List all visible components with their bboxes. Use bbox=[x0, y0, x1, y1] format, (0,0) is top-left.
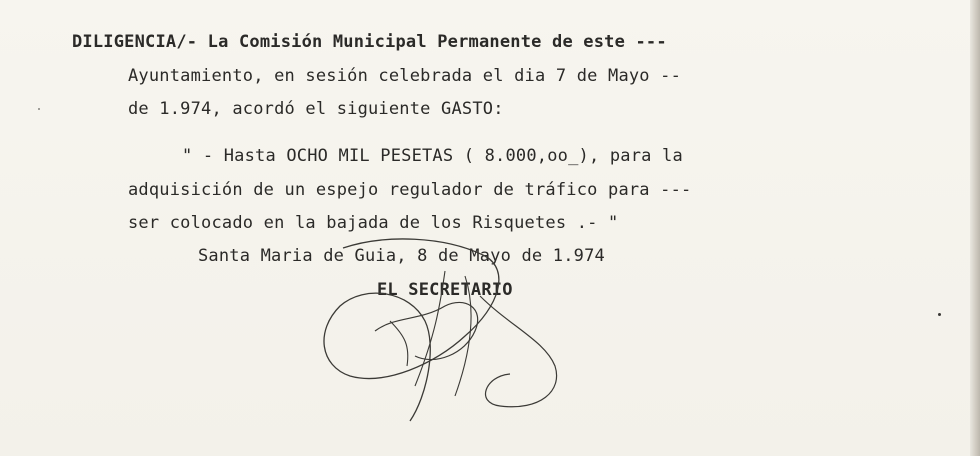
secretary-title: EL SECRETARIO bbox=[377, 280, 513, 300]
text-line-1: DILIGENCIA/- La Comisión Municipal Permanente de este --- bbox=[72, 32, 667, 52]
ink-speck bbox=[938, 313, 941, 316]
text-line-4: " - Hasta OCHO MIL PESETAS ( 8.000,oo_), para la bbox=[182, 146, 683, 166]
text-line-3: de 1.974, acordó el siguiente GASTO: bbox=[128, 99, 504, 119]
text-line-5: adquisición de un espejo regulador de tráfico para --- bbox=[128, 180, 692, 200]
text-line-2: Ayuntamiento, en sesión celebrada el dia 7 de Mayo -- bbox=[128, 66, 682, 86]
scan-edge bbox=[970, 0, 980, 456]
ink-speck bbox=[38, 108, 40, 110]
text-line-6: ser colocado en la bajada de los Risquetes .- " bbox=[128, 213, 619, 233]
place-date-line: Santa Maria de Guia, 8 de Mayo de 1.974 bbox=[198, 246, 605, 266]
handwritten-signature bbox=[315, 236, 565, 441]
